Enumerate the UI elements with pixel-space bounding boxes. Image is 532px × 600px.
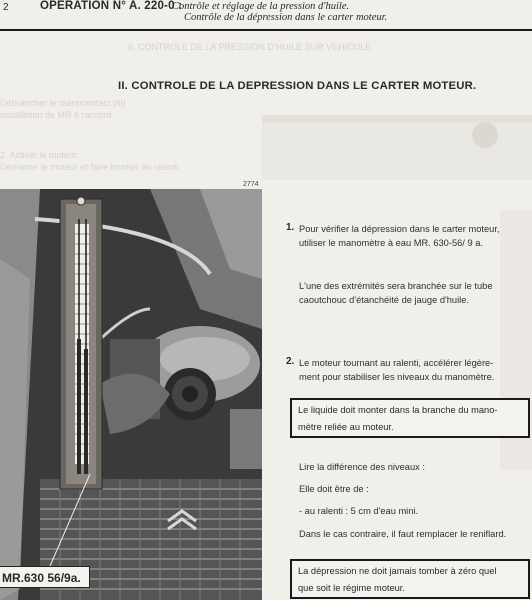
step-number: 2. xyxy=(286,356,295,367)
step-2-line-1: Le moteur tournant au ralenti, accélérer légère- xyxy=(299,358,494,368)
section-title: II. CONTROLE DE LA DEPRESSION DANS LE CARTER MOTEUR. xyxy=(118,80,477,92)
levels-line-3: - au ralenti : 5 cm d'eau mini. xyxy=(299,506,419,516)
step-1-line-1: Pour vérifier la dépression dans le carter moteur, xyxy=(299,224,500,234)
levels-line-4: Dans le cas contraire, il faut remplacer le reniflard. xyxy=(299,529,507,539)
note-line: mètre reliée au moteur. xyxy=(298,422,394,432)
page-number: 2 xyxy=(3,2,9,13)
engine-photo-illustration xyxy=(0,189,262,600)
operation-number: OPERATION N° A. 220-0 : xyxy=(40,0,183,12)
bleed-through-text: 2. Activer le moteur. xyxy=(0,150,80,160)
photo-caption: MR.630 56/9a. xyxy=(0,566,90,588)
bleed-through-circle xyxy=(472,122,498,148)
header-rule xyxy=(0,29,532,31)
levels-line-1: Lire la différence des niveaux : xyxy=(299,462,425,472)
note-line: Le liquide doit monter dans la branche du mano- xyxy=(298,405,498,415)
step-1-line-2: utiliser le manomètre à eau MR. 630-56/ 9 a. xyxy=(299,238,483,248)
levels-line-2: Elle doit être de : xyxy=(299,484,369,494)
bleed-through-text: installation de MR 6 raccord xyxy=(0,110,112,120)
operation-subtitle-1: Contrôle et réglage de la pression d'huile. xyxy=(172,1,350,12)
engine-photo xyxy=(0,189,262,600)
photo-reference: 2774 xyxy=(243,181,259,188)
note-line: La dépression ne doit jamais tomber à zéro quel xyxy=(298,566,497,576)
page-header xyxy=(0,0,532,30)
note-line: que soit le régime moteur. xyxy=(298,583,405,593)
note-box-depression xyxy=(290,559,530,599)
operation-subtitle-2: Contrôle de la dépression dans le carter moteur. xyxy=(184,12,388,23)
step-1-detail-line-1: L'une des extrémités sera branchée sur le tube xyxy=(299,281,493,291)
step-2-line-2: ment pour stabiliser les niveaux du manomètre. xyxy=(299,372,495,382)
bleed-through-text: II. CONTROLE DE LA PRESSION D'HUILE SUR VEHICULE xyxy=(128,42,372,52)
note-box-liquid xyxy=(290,398,530,438)
bleed-through-text: Débrancher le manocontact (fil) xyxy=(0,98,126,108)
step-number: 1. xyxy=(286,222,295,233)
step-1-detail-line-2: caoutchouc d'étanchéité de jauge d'huile. xyxy=(299,295,469,305)
bleed-through-text: Démarrer le moteur et faire tourner au ralenti xyxy=(0,162,179,172)
